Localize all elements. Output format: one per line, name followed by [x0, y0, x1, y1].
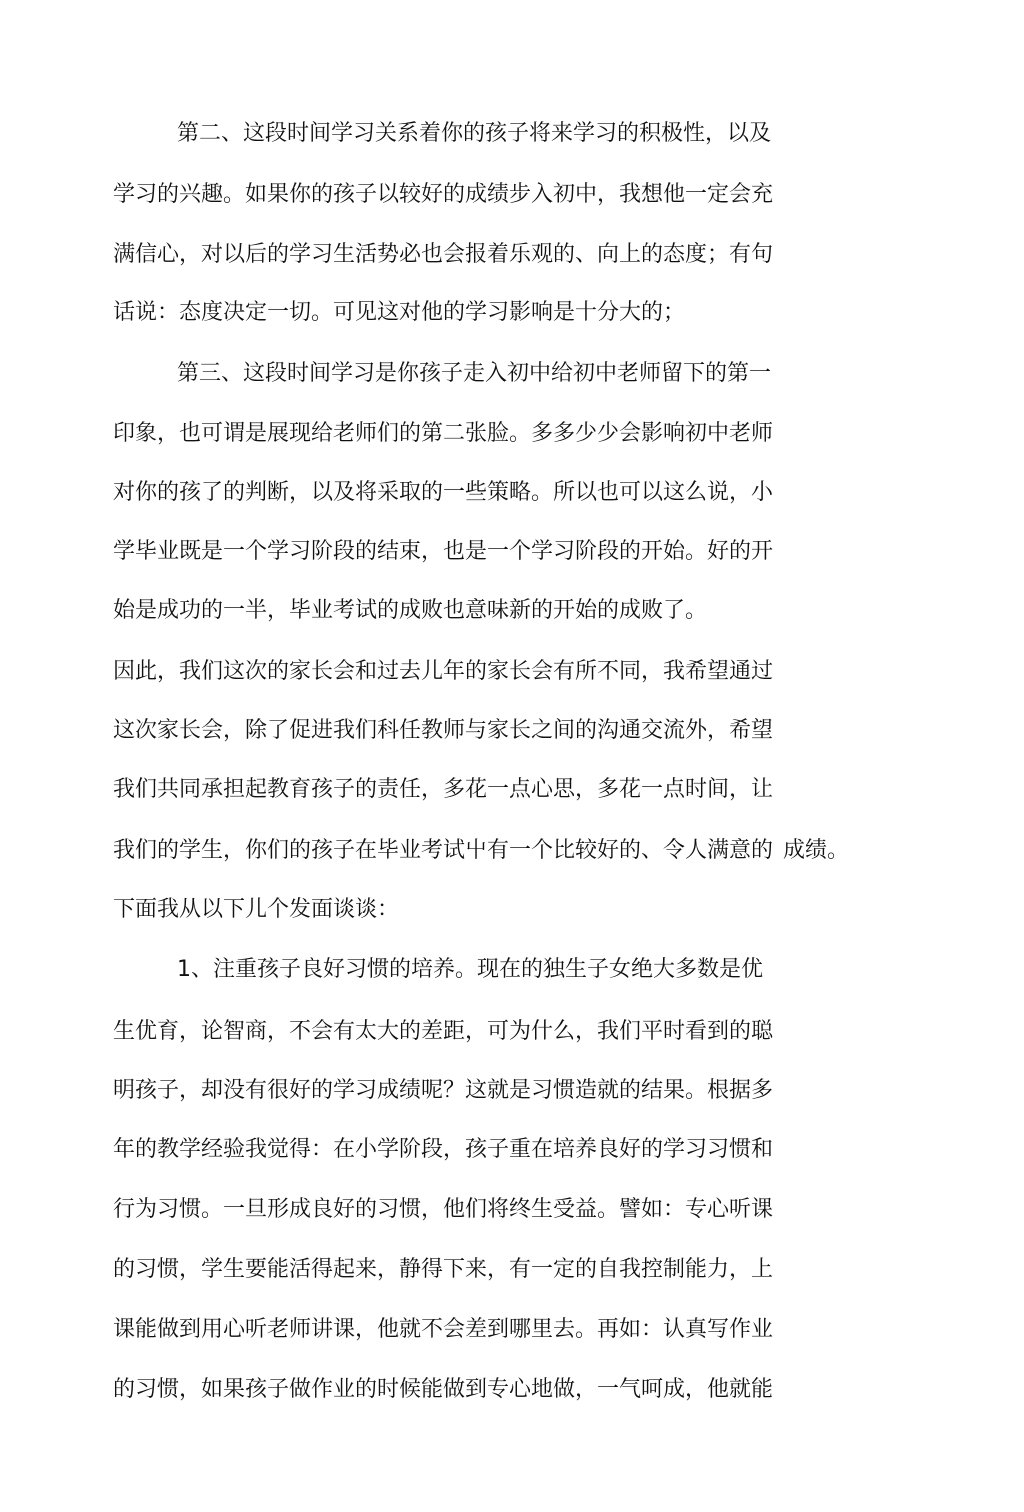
- paragraph-line: 对你的孩了的判断，以及将采取的一些策略。所以也可以这么说，小: [113, 480, 774, 505]
- paragraph-line: 1、注重孩子良好习惯的培养。现在的独生子女绝大多数是优: [177, 957, 763, 982]
- paragraph-line: 话说：态度决定一切。可见这对他的学习影响是十分大的；: [113, 300, 686, 325]
- paragraph-line: 学习的兴趣。如果你的孩子以较好的成绩步入初中，我想他一定会充: [113, 182, 774, 207]
- paragraph-line: 印象，也可谓是展现给老师们的第二张脸。多多少少会影响初中老师: [113, 421, 774, 446]
- paragraph-line: 年的教学经验我觉得：在小学阶段，孩子重在培养良好的学习习惯和: [113, 1137, 774, 1162]
- paragraph-line: 第三、这段时间学习是你孩子走入初中给初中老师留下的第一: [177, 361, 772, 386]
- paragraph-line: 满信心，对以后的学习生活势必也会报着乐观的、向上的态度；有句: [113, 242, 774, 267]
- paragraph-line: 始是成功的一半，毕业考试的成败也意味新的开始的成败了。: [113, 598, 708, 623]
- paragraph-line: 生优育，论智商，不会有太大的差距，可为什么，我们平时看到的聪: [113, 1019, 774, 1044]
- paragraph-line-with-tail: [113, 836, 849, 866]
- paragraph-line: 行为习惯。一旦形成良好的习惯，他们将终生受益。譬如：专心听课: [113, 1197, 774, 1222]
- paragraph-line: 我们的学生，你们的孩子在毕业考试屮有一个比较好的、令人满意的: [113, 838, 774, 863]
- paragraph-line: 因此，我们这次的家长会和过去儿年的家长会有所不同，我希望通过: [113, 659, 774, 684]
- paragraph-line: 的习惯，如果孩子做作业的时候能做到专心地做，一气呵成，他就能: [113, 1377, 774, 1402]
- paragraph-line-tail: 成绩。: [783, 838, 850, 863]
- paragraph-line: 第二、这段时间学习关系着你的孩子将来学习的积极性，以及: [177, 121, 772, 146]
- paragraph-line: 课能做到用心听老师讲课，他就不会差到哪里去。再如：认真写作业: [113, 1317, 774, 1342]
- paragraph-line: 明孩子，却没有很好的学习成绩呢？这就是习惯造就的结果。根据多: [113, 1078, 774, 1103]
- paragraph-line: 的习惯，学生要能活得起来，静得下来，有一定的自我控制能力，上: [113, 1257, 774, 1282]
- paragraph-line: 下面我从以下儿个发面谈谈：: [113, 897, 400, 922]
- paragraph-line: 这次家长会，除了促进我们科任教师与家长之间的沟通交流外，希望: [113, 718, 774, 743]
- paragraph-line: 学毕业既是一个学习阶段的结束，也是一个学习阶段的开始。好的开: [113, 539, 774, 564]
- paragraph-line: 我们共同承担起教育孩子的责任，多花一点心思，多花一点时间，让: [113, 777, 774, 802]
